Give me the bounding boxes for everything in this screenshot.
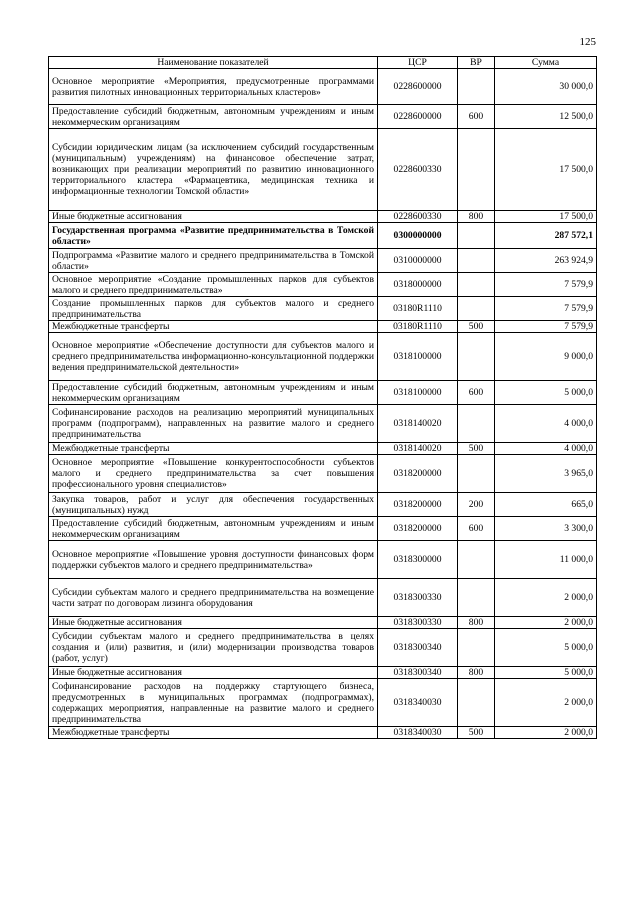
table-row [49, 617, 597, 629]
cell-sum: 4 000,0 [495, 405, 597, 443]
cell-sum: 287 572,1 [495, 223, 597, 249]
cell-csr: 0318300330 [378, 579, 458, 617]
cell-csr: 0318140020 [378, 405, 458, 443]
cell-csr: 0310000000 [378, 249, 458, 273]
table-row [49, 381, 597, 405]
cell-name: Государственная программа «Развитие предпринимательства в Томской области» [49, 223, 378, 249]
cell-name: Софинансирование расходов на поддержку стартующего бизнеса, предусмотренных в муниципальных программах (подпрограммах), содержащих мероприятия, направленные на развитие малого и среднего предпринимательства [49, 679, 378, 727]
table-row [49, 443, 597, 455]
table-header-row [49, 57, 597, 69]
cell-name: Иные бюджетные ассигнования [49, 617, 378, 629]
cell-vr [458, 223, 495, 249]
cell-csr: 0318140020 [378, 443, 458, 455]
header-vr: ВР [458, 57, 495, 69]
header-csr: ЦСР [378, 57, 458, 69]
cell-vr [458, 405, 495, 443]
cell-name: Иные бюджетные ассигнования [49, 667, 378, 679]
cell-sum: 7 579,9 [495, 297, 597, 321]
cell-csr: 0318300330 [378, 617, 458, 629]
cell-name: Основное мероприятие «Обеспечение доступности для субъектов малого и среднего предпринимательства информационно-консультационной поддержки ведения предпринимательской деятельности» [49, 333, 378, 381]
cell-vr: 200 [458, 493, 495, 517]
cell-sum: 2 000,0 [495, 727, 597, 739]
table-body [49, 69, 597, 739]
table-row [49, 297, 597, 321]
cell-vr [458, 69, 495, 105]
cell-sum: 5 000,0 [495, 381, 597, 405]
cell-name: Основное мероприятие «Повышение уровня доступности финансовых форм поддержки субъектов малого и среднего предпринимательства» [49, 541, 378, 579]
cell-name: Подпрограмма «Развитие малого и среднего предпринимательства в Томской области» [49, 249, 378, 273]
page-number: 125 [579, 36, 596, 48]
cell-csr: 0318200000 [378, 517, 458, 541]
table-row [49, 333, 597, 381]
cell-sum: 2 000,0 [495, 679, 597, 727]
cell-name: Предоставление субсидий бюджетным, автономным учреждениям и иным некоммерческим организациям [49, 517, 378, 541]
cell-vr [458, 129, 495, 211]
cell-csr: 0318300000 [378, 541, 458, 579]
cell-sum: 7 579,9 [495, 273, 597, 297]
table-row [49, 493, 597, 517]
cell-name: Закупка товаров, работ и услуг для обеспечения государственных (муниципальных) нужд [49, 493, 378, 517]
cell-csr: 0228600330 [378, 211, 458, 223]
cell-sum: 665,0 [495, 493, 597, 517]
cell-vr [458, 629, 495, 667]
cell-name: Основное мероприятие «Создание промышленных парков для субъектов малого и среднего предпринимательства» [49, 273, 378, 297]
cell-name: Предоставление субсидий бюджетным, автономным учреждениям и иным некоммерческим организациям [49, 381, 378, 405]
budget-table [48, 56, 597, 739]
table-row [49, 223, 597, 249]
table-row [49, 321, 597, 333]
cell-csr: 03180R1110 [378, 321, 458, 333]
cell-name: Субсидии субъектам малого и среднего предпринимательства в целях создания и (или) развития, и (или) модернизации производства товаров (работ, услуг) [49, 629, 378, 667]
cell-csr: 0318200000 [378, 493, 458, 517]
table-row [49, 517, 597, 541]
cell-csr: 0318340030 [378, 727, 458, 739]
cell-sum: 7 579,9 [495, 321, 597, 333]
cell-csr: 0228600000 [378, 69, 458, 105]
table-row [49, 727, 597, 739]
table-row [49, 455, 597, 493]
cell-vr [458, 249, 495, 273]
cell-vr [458, 541, 495, 579]
cell-csr: 0318340030 [378, 679, 458, 727]
header-name: Наименование показателей [49, 57, 378, 69]
cell-csr: 0318100000 [378, 333, 458, 381]
cell-name: Межбюджетные трансферты [49, 443, 378, 455]
table-row [49, 629, 597, 667]
cell-csr: 0318100000 [378, 381, 458, 405]
cell-name: Основное мероприятие «Мероприятия, предусмотренные программами развития пилотных инновационных территориальных кластеров» [49, 69, 378, 105]
cell-vr: 600 [458, 105, 495, 129]
cell-sum: 263 924,9 [495, 249, 597, 273]
cell-csr: 0228600330 [378, 129, 458, 211]
cell-csr: 0318300340 [378, 667, 458, 679]
table-row [49, 211, 597, 223]
cell-csr: 0318300340 [378, 629, 458, 667]
cell-vr: 600 [458, 381, 495, 405]
cell-vr: 800 [458, 211, 495, 223]
table-row [49, 405, 597, 443]
cell-sum: 2 000,0 [495, 579, 597, 617]
cell-csr: 0228600000 [378, 105, 458, 129]
table-row [49, 541, 597, 579]
cell-name: Создание промышленных парков для субъектов малого и среднего предпринимательства [49, 297, 378, 321]
cell-name: Основное мероприятие «Повышение конкурентоспособности субъектов малого и среднего предпринимательства за счет повышения профессионального уровня специалистов» [49, 455, 378, 493]
cell-sum: 11 000,0 [495, 541, 597, 579]
cell-vr [458, 455, 495, 493]
cell-vr [458, 679, 495, 727]
cell-sum: 17 500,0 [495, 211, 597, 223]
cell-name: Субсидии юридическим лицам (за исключением субсидий государственным (муниципальным) учреждениям) на финансовое обеспечение затрат, возникающих при реализации мероприятий по развитию инновационного территориального кластера «Фармацевтика, медицинская техника и информационные технологии Томской области» [49, 129, 378, 211]
cell-csr: 03180R1110 [378, 297, 458, 321]
cell-csr: 0318200000 [378, 455, 458, 493]
table-row [49, 579, 597, 617]
table-row [49, 105, 597, 129]
table-row [49, 273, 597, 297]
cell-name: Межбюджетные трансферты [49, 321, 378, 333]
cell-sum: 4 000,0 [495, 443, 597, 455]
table-row [49, 69, 597, 105]
cell-sum: 3 965,0 [495, 455, 597, 493]
cell-sum: 2 000,0 [495, 617, 597, 629]
cell-csr: 0300000000 [378, 223, 458, 249]
cell-vr [458, 333, 495, 381]
cell-vr: 800 [458, 617, 495, 629]
table-row [49, 249, 597, 273]
cell-name: Субсидии субъектам малого и среднего предпринимательства на возмещение части затрат по договорам лизинга оборудования [49, 579, 378, 617]
cell-sum: 17 500,0 [495, 129, 597, 211]
cell-sum: 9 000,0 [495, 333, 597, 381]
cell-vr: 500 [458, 727, 495, 739]
cell-csr: 0318000000 [378, 273, 458, 297]
cell-vr [458, 579, 495, 617]
cell-vr: 800 [458, 667, 495, 679]
cell-name: Предоставление субсидий бюджетным, автономным учреждениям и иным некоммерческим организациям [49, 105, 378, 129]
cell-name: Межбюджетные трансферты [49, 727, 378, 739]
header-sum: Сумма [495, 57, 597, 69]
table-row [49, 679, 597, 727]
cell-vr [458, 297, 495, 321]
cell-name: Софинансирование расходов на реализацию мероприятий муниципальных программ (подпрограмм), направленных на развитие малого и среднего предпринимательства [49, 405, 378, 443]
cell-vr: 500 [458, 443, 495, 455]
cell-sum: 5 000,0 [495, 667, 597, 679]
table-row [49, 129, 597, 211]
cell-name: Иные бюджетные ассигнования [49, 211, 378, 223]
cell-sum: 3 300,0 [495, 517, 597, 541]
cell-vr [458, 273, 495, 297]
cell-sum: 12 500,0 [495, 105, 597, 129]
cell-vr: 600 [458, 517, 495, 541]
cell-vr: 500 [458, 321, 495, 333]
cell-sum: 5 000,0 [495, 629, 597, 667]
cell-sum: 30 000,0 [495, 69, 597, 105]
table-row [49, 667, 597, 679]
